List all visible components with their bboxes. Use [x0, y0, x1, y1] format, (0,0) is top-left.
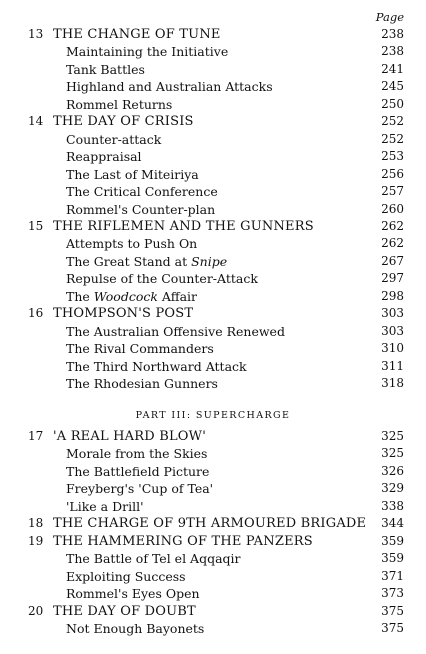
page-number: 325 — [381, 429, 404, 443]
title-text: THE HAMMERING OF THE PANZERS — [53, 533, 313, 549]
title-text: Repulse of the Counter-Attack — [66, 271, 258, 287]
title-text: Exploiting Success — [66, 568, 186, 584]
toc-chapter-row — [0, 603, 426, 620]
section-title — [66, 61, 145, 78]
toc-chapter-row — [0, 113, 426, 130]
title-text: Rommel's Counter-plan — [66, 201, 216, 217]
toc-section-row — [0, 445, 426, 462]
page-number: 250 — [381, 96, 404, 111]
title-text-after: Affair — [157, 288, 198, 304]
title-text: Morale from the Skies — [66, 446, 208, 462]
page-number: 238 — [381, 44, 404, 59]
section-title — [66, 550, 241, 567]
toc-section-row — [0, 43, 426, 60]
title-text: THE DAY OF CRISIS — [53, 114, 194, 130]
page-number: 252 — [381, 114, 404, 129]
title-text: THE DAY OF DOUBT — [53, 603, 196, 619]
title-text: The Australian Offensive Renewed — [66, 323, 285, 339]
section-title — [66, 270, 258, 287]
toc-section-row — [0, 323, 426, 340]
toc-section-row — [0, 498, 426, 515]
section-title — [66, 463, 209, 480]
section-title — [66, 620, 204, 637]
toc-section-row — [0, 201, 426, 218]
section-title — [66, 43, 228, 60]
title-text: The — [66, 288, 94, 304]
section-title — [66, 323, 285, 340]
section-title — [66, 445, 207, 462]
page-number: 359 — [381, 533, 404, 548]
page-number: 262 — [381, 218, 404, 233]
chapter-title — [53, 218, 314, 235]
section-title — [66, 253, 227, 270]
section-title — [66, 78, 273, 95]
page-number: 253 — [381, 149, 404, 164]
chapter-title — [53, 113, 194, 130]
section-title — [66, 201, 215, 218]
chapter-number: 14 — [28, 114, 44, 129]
section-title — [66, 568, 186, 585]
title-text: Rommel Returns — [66, 96, 173, 112]
chapter-title — [53, 428, 206, 445]
chapter-number: 19 — [28, 533, 44, 548]
title-text: Highland and Australian Attacks — [66, 79, 273, 95]
page-number: 344 — [381, 516, 404, 531]
section-title — [66, 340, 214, 357]
section-title — [66, 498, 144, 515]
title-italic-text: Woodcock — [93, 288, 158, 304]
page-number: 252 — [381, 131, 404, 146]
toc-section-row — [0, 183, 426, 200]
page-number: 338 — [381, 498, 404, 513]
title-text: THE CHANGE OF TUNE — [53, 27, 221, 42]
title-text: Tank Battles — [66, 61, 145, 77]
title-text: Freyberg's 'Cup of Tea' — [66, 481, 214, 497]
chapter-title — [53, 305, 193, 322]
title-text: Maintaining the Initiative — [66, 44, 229, 60]
page-number: 325 — [381, 446, 404, 461]
toc-section-row — [0, 270, 426, 287]
title-italic-text: Snipe — [191, 253, 228, 269]
toc-chapter-row — [0, 305, 426, 322]
toc-section-row — [0, 585, 426, 602]
toc-chapter-row — [0, 533, 426, 550]
section-title — [66, 183, 218, 200]
page-number: 375 — [381, 620, 404, 635]
section-title — [66, 96, 172, 113]
title-text: 'Like a Drill' — [66, 498, 144, 514]
title-text: Rommel's Eyes Open — [66, 586, 200, 602]
toc-section-row — [0, 620, 426, 637]
title-text: THE CHARGE OF 9TH ARMOURED BRIGADE — [53, 516, 367, 532]
title-text: The Battle of Tel el Aqqaqir — [66, 551, 241, 567]
toc-section-row — [0, 166, 426, 183]
section-title — [66, 166, 199, 183]
toc-section-row — [0, 463, 426, 480]
page-number: 256 — [381, 166, 404, 181]
page-number: 318 — [381, 376, 404, 390]
section-title — [66, 585, 200, 602]
toc-chapter-row — [0, 218, 426, 235]
title-text: The Critical Conference — [66, 184, 218, 200]
toc-chapter-row — [0, 428, 426, 445]
section-title — [66, 358, 247, 375]
page-number: 359 — [381, 551, 404, 566]
toc-section-row — [0, 550, 426, 567]
toc-section-row — [0, 96, 426, 113]
chapter-number: 20 — [28, 603, 44, 618]
chapter-number: 13 — [28, 27, 44, 41]
page-number: 267 — [381, 253, 404, 268]
chapter-number: 16 — [28, 306, 44, 321]
toc-section-row — [0, 78, 426, 95]
page-number: 257 — [381, 184, 404, 199]
toc-section-row — [0, 480, 426, 497]
section-title — [66, 131, 161, 148]
toc-section-row — [0, 235, 426, 252]
title-text: The Rival Commanders — [66, 341, 214, 357]
title-text: The Last of Miteiriya — [66, 166, 199, 182]
page-number: 310 — [381, 341, 404, 356]
page-number: 262 — [381, 236, 404, 251]
toc-section-row — [0, 358, 426, 375]
title-text: Reappraisal — [66, 149, 142, 165]
page-number: 238 — [381, 27, 404, 41]
toc-section-row — [0, 375, 426, 392]
page-number: 373 — [381, 586, 404, 601]
title-text: The Battlefield Picture — [66, 463, 210, 479]
toc-section-row — [0, 148, 426, 165]
part-heading: PART III: SUPERCHARGE — [135, 410, 291, 421]
title-text: The Third Northward Attack — [66, 358, 247, 374]
chapter-title — [53, 603, 196, 620]
toc-section-row — [0, 61, 426, 78]
chapter-number: 17 — [28, 429, 44, 443]
toc-section-row — [0, 340, 426, 357]
page-number: 329 — [381, 481, 404, 496]
title-text: THE RIFLEMEN AND THE GUNNERS — [53, 218, 314, 234]
title-text: The Rhodesian Gunners — [66, 376, 218, 391]
chapter-number: 15 — [28, 218, 44, 233]
toc-section-row — [0, 288, 426, 305]
title-text: Counter-attack — [66, 131, 162, 147]
chapter-number: 18 — [28, 516, 44, 531]
toc-section-row — [0, 131, 426, 148]
chapter-title — [53, 533, 313, 550]
toc-chapter-row — [0, 515, 426, 532]
title-text: The Great Stand at — [66, 253, 192, 269]
chapter-title — [53, 515, 366, 532]
section-title — [66, 375, 218, 392]
section-title — [66, 235, 197, 252]
page-column-label: Page — [375, 10, 404, 24]
section-title — [66, 480, 213, 497]
toc-chapter-row — [0, 26, 426, 43]
page-number: 303 — [381, 306, 404, 321]
page-number: 371 — [381, 568, 404, 583]
chapter-title — [53, 26, 221, 43]
page-number: 375 — [381, 603, 404, 618]
toc-section-row — [0, 253, 426, 270]
title-text: THOMPSON'S POST — [53, 306, 194, 322]
toc-section-row — [0, 568, 426, 585]
page-number: 241 — [381, 61, 404, 76]
title-text: 'A REAL HARD BLOW' — [53, 429, 206, 444]
page-number: 326 — [381, 463, 404, 478]
page-number: 311 — [381, 358, 404, 373]
page-number: 297 — [381, 271, 404, 286]
page-number: 303 — [381, 323, 404, 338]
title-text: Not Enough Bayonets — [66, 620, 205, 636]
page-number: 298 — [381, 288, 404, 303]
section-title — [66, 288, 197, 305]
section-title — [66, 148, 142, 165]
page-number: 245 — [381, 79, 404, 94]
page-number: 260 — [381, 201, 404, 216]
title-text: Attempts to Push On — [66, 236, 198, 252]
